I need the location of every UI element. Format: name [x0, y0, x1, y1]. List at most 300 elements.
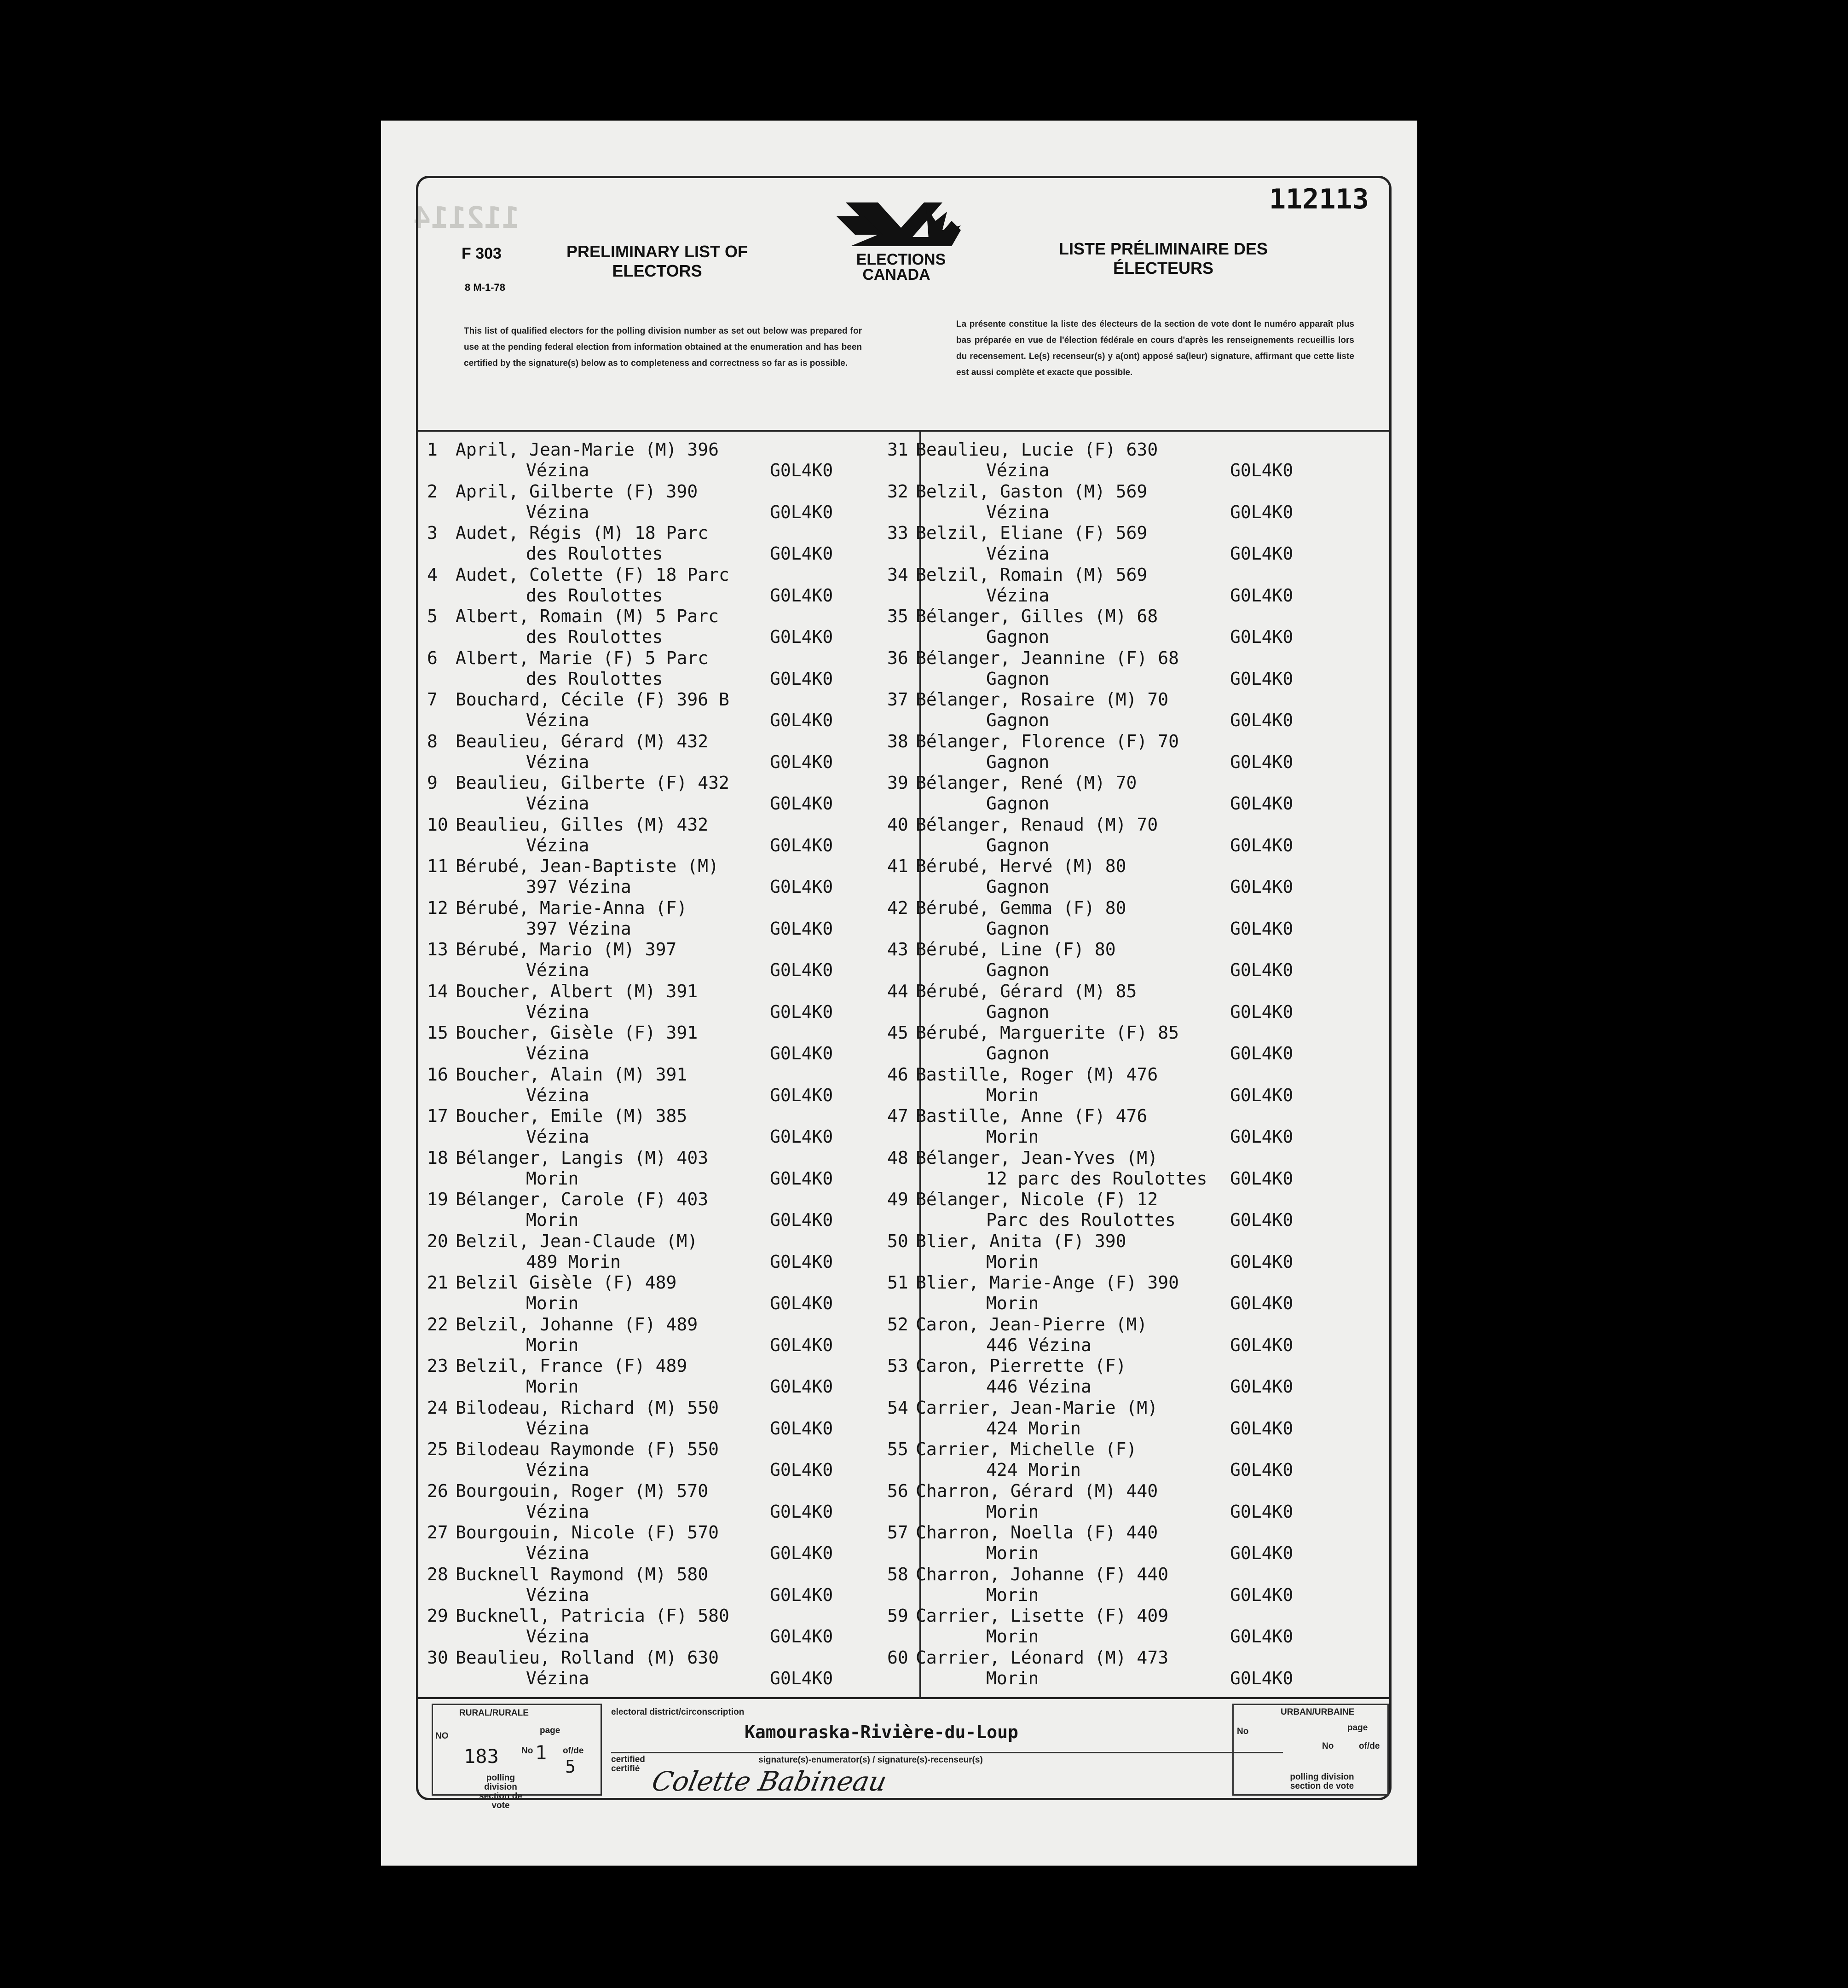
elector-postal-code: G0L4K0 — [770, 585, 833, 606]
elector-address-line: Vézina — [526, 502, 589, 522]
elector-postal-code: G0L4K0 — [770, 1460, 833, 1480]
elector-name-line: Boucher, Emile (M) 385 — [456, 1106, 687, 1126]
elector-address-line: Vézina — [986, 460, 1050, 480]
district-label: electoral district/circonscription — [611, 1707, 745, 1717]
elector-postal-code: G0L4K0 — [770, 543, 833, 564]
elector-address-line: Morin — [526, 1293, 579, 1313]
elector-entry — [887, 1106, 1347, 1147]
elector-name-line: Belzil, Gaston (M) 569 — [916, 481, 1148, 502]
elector-address-line: Gagnon — [986, 918, 1050, 939]
elector-number: 35 — [887, 606, 908, 626]
elector-entry — [887, 1189, 1347, 1231]
elector-name-line: Bourgouin, Roger (M) 570 — [456, 1480, 709, 1501]
elector-name-line: Bérubé, Gemma (F) 80 — [916, 897, 1126, 918]
elector-entry — [887, 1064, 1347, 1106]
elector-postal-code: G0L4K0 — [1230, 1251, 1294, 1272]
elector-entry — [427, 1564, 887, 1606]
elector-number: 53 — [887, 1356, 908, 1376]
elector-name-line: Bastille, Roger (M) 476 — [916, 1064, 1158, 1085]
elector-number: 31 — [887, 439, 908, 460]
elector-number: 42 — [887, 897, 908, 918]
elector-name-line: Bilodeau Raymonde (F) 550 — [456, 1439, 719, 1459]
elector-name-line: Albert, Romain (M) 5 Parc — [456, 606, 719, 626]
elector-name-line: Charron, Noella (F) 440 — [916, 1522, 1158, 1543]
elector-postal-code: G0L4K0 — [1230, 1626, 1294, 1647]
elector-number: 55 — [887, 1439, 908, 1459]
elector-entry — [887, 1398, 1347, 1439]
elector-address-line: Vézina — [526, 1043, 589, 1063]
elector-address-line: Vézina — [526, 960, 589, 980]
elector-entry — [887, 606, 1347, 647]
elector-number: 14 — [427, 981, 448, 1001]
elector-number: 24 — [427, 1397, 448, 1418]
elector-address-line: Morin — [986, 1501, 1039, 1522]
elector-address-line: Vézina — [526, 835, 589, 855]
elector-number: 18 — [427, 1147, 448, 1168]
elector-postal-code: G0L4K0 — [770, 668, 833, 689]
document-sheet — [381, 121, 1417, 1866]
elector-number: 19 — [427, 1189, 448, 1209]
elector-address-line: 446 Vézina — [986, 1335, 1091, 1355]
elector-address-line: 424 Morin — [986, 1460, 1081, 1480]
elector-entry — [427, 1023, 887, 1064]
elector-name-line: Belzil Gisèle (F) 489 — [456, 1272, 677, 1293]
elector-postal-code: G0L4K0 — [770, 835, 833, 855]
elector-postal-code: G0L4K0 — [770, 1626, 833, 1647]
elector-entry — [427, 1189, 887, 1231]
elector-entry — [427, 815, 887, 856]
of-label: of/de — [563, 1746, 584, 1756]
page-total: 5 — [565, 1757, 576, 1777]
elector-entry — [887, 648, 1347, 689]
elector-address-line: Gagnon — [986, 1001, 1050, 1022]
elector-number: 34 — [887, 564, 908, 585]
elector-address-line: Vézina — [526, 1418, 589, 1439]
elector-entry — [427, 939, 887, 981]
elector-address-line: Vézina — [526, 751, 589, 772]
elector-postal-code: G0L4K0 — [770, 1543, 833, 1563]
elector-entry — [887, 981, 1347, 1023]
elector-number: 39 — [887, 773, 908, 793]
elector-number: 12 — [427, 897, 448, 918]
elector-address-line: Morin — [986, 1251, 1039, 1272]
elector-address-line: 12 parc des Roulottes — [986, 1168, 1207, 1189]
elector-name-line: Bastille, Anne (F) 476 — [916, 1106, 1148, 1126]
elector-entry — [427, 1481, 887, 1522]
elector-entry — [427, 981, 887, 1023]
elector-address-line: Morin — [526, 1376, 579, 1397]
elector-postal-code: G0L4K0 — [1230, 960, 1294, 980]
elector-address-line: Morin — [986, 1584, 1039, 1605]
elector-name-line: April, Jean-Marie (M) 396 — [456, 439, 719, 460]
elector-postal-code: G0L4K0 — [1230, 918, 1294, 939]
elector-postal-code: G0L4K0 — [770, 710, 833, 730]
elector-postal-code: G0L4K0 — [1230, 1584, 1294, 1605]
elector-address-line: 424 Morin — [986, 1418, 1081, 1439]
signature-label: signature(s)-enumerator(s) / signature(s)-recenseur(s) — [758, 1755, 983, 1765]
elector-name-line: Bérubé, Marie-Anna (F) — [456, 897, 687, 918]
elector-postal-code: G0L4K0 — [1230, 1085, 1294, 1105]
elector-number: 8 — [427, 731, 438, 751]
elector-number: 9 — [427, 773, 438, 793]
elector-number: 29 — [427, 1606, 448, 1626]
elector-name-line: Beaulieu, Gilberte (F) 432 — [456, 773, 729, 793]
elector-number: 45 — [887, 1023, 908, 1043]
mirror-number: 112114 — [413, 201, 520, 235]
page-label: page — [540, 1726, 560, 1735]
elector-address-line: Morin — [986, 1127, 1039, 1147]
elector-entry — [887, 439, 1347, 481]
elector-entry — [887, 1148, 1347, 1189]
elector-postal-code: G0L4K0 — [770, 1210, 833, 1230]
elector-entry — [427, 731, 887, 773]
elector-name-line: Caron, Jean-Pierre (M) — [916, 1314, 1148, 1335]
elector-address-line: Gagnon — [986, 751, 1050, 772]
elector-address-line: Vézina — [526, 1584, 589, 1605]
title-french: LISTE PRÉLIMINAIRE DES ÉLECTEURS — [1058, 239, 1268, 277]
elector-entry — [427, 1439, 887, 1480]
elector-address-line: des Roulottes — [526, 543, 663, 564]
elector-entry — [427, 523, 887, 564]
elector-entry — [887, 1606, 1347, 1647]
elector-address-line: Gagnon — [986, 1043, 1050, 1063]
elector-entry — [427, 1314, 887, 1356]
elector-number: 13 — [427, 939, 448, 959]
elector-name-line: Charron, Gérard (M) 440 — [916, 1480, 1158, 1501]
elector-name-line: April, Gilberte (F) 390 — [456, 481, 698, 502]
elector-postal-code: G0L4K0 — [1230, 627, 1294, 647]
elector-name-line: Carrier, Léonard (M) 473 — [916, 1647, 1169, 1668]
elector-entry — [887, 1647, 1347, 1689]
elector-entry — [427, 481, 887, 523]
elector-address-line: 489 Morin — [526, 1251, 621, 1272]
elector-address-line: des Roulottes — [526, 627, 663, 647]
elector-postal-code: G0L4K0 — [1230, 543, 1294, 564]
elector-postal-code: G0L4K0 — [1230, 502, 1294, 522]
elector-name-line: Belzil, Johanne (F) 489 — [456, 1314, 698, 1335]
elector-number: 33 — [887, 523, 908, 543]
elector-entry — [427, 606, 887, 647]
elector-postal-code: G0L4K0 — [770, 627, 833, 647]
elector-entry — [427, 1398, 887, 1439]
elector-entry — [887, 1356, 1347, 1397]
elector-number: 26 — [427, 1480, 448, 1501]
elector-address-line: Morin — [526, 1335, 579, 1355]
elector-entry — [427, 1522, 887, 1564]
elector-postal-code: G0L4K0 — [770, 1293, 833, 1313]
polling-division-number: 183 — [464, 1745, 499, 1768]
elector-entry — [427, 1606, 887, 1647]
elector-name-line: Caron, Pierrette (F) — [916, 1356, 1126, 1376]
elector-address-line: Vézina — [526, 460, 589, 480]
elector-name-line: Beaulieu, Gérard (M) 432 — [456, 731, 709, 751]
elector-name-line: Boucher, Albert (M) 391 — [456, 981, 698, 1001]
rural-label: RURAL/RURALE — [459, 1708, 529, 1718]
elector-address-line: Vézina — [986, 502, 1050, 522]
elector-entry — [887, 1481, 1347, 1522]
elector-name-line: Bérubé, Gérard (M) 85 — [916, 981, 1137, 1001]
elector-postal-code: G0L4K0 — [1230, 585, 1294, 606]
form-code: F 303 — [462, 245, 502, 262]
elector-name-line: Carrier, Michelle (F) — [916, 1439, 1137, 1459]
elector-entry — [427, 648, 887, 689]
list-top-rule — [418, 430, 1389, 432]
elector-number: 3 — [427, 523, 438, 543]
elector-entry — [427, 1148, 887, 1189]
urban-polling-label: polling division section de vote — [1290, 1772, 1354, 1791]
elector-entry — [887, 939, 1347, 981]
title-english: PRELIMINARY LIST OF ELECTORS — [566, 242, 748, 280]
elector-address-line: Morin — [526, 1168, 579, 1189]
elector-postal-code: G0L4K0 — [770, 1127, 833, 1147]
elector-name-line: Beaulieu, Lucie (F) 630 — [916, 439, 1158, 460]
elector-entry — [887, 565, 1347, 606]
elector-postal-code: G0L4K0 — [770, 1251, 833, 1272]
elector-address-line: Gagnon — [986, 793, 1050, 814]
elector-address-line: Vézina — [526, 710, 589, 730]
elector-entry — [427, 1356, 887, 1397]
elector-address-line: Vézina — [526, 1668, 589, 1688]
elector-address-line: 397 Vézina — [526, 877, 631, 897]
elector-postal-code: G0L4K0 — [1230, 1043, 1294, 1063]
elector-name-line: Bélanger, Jeannine (F) 68 — [916, 647, 1179, 668]
elector-address-line: Gagnon — [986, 668, 1050, 689]
elector-name-line: Bélanger, Jean-Yves (M) — [916, 1147, 1158, 1168]
elector-address-line: 446 Vézina — [986, 1376, 1091, 1397]
elector-name-line: Belzil, Jean-Claude (M) — [456, 1231, 698, 1251]
elector-entry — [887, 481, 1347, 523]
elector-address-line: Morin — [986, 1085, 1039, 1105]
elector-number: 58 — [887, 1564, 908, 1584]
elector-postal-code: G0L4K0 — [1230, 1127, 1294, 1147]
elector-number: 49 — [887, 1189, 908, 1209]
elector-address-line: Gagnon — [986, 960, 1050, 980]
elector-postal-code: G0L4K0 — [770, 1418, 833, 1439]
elector-name-line: Audet, Régis (M) 18 Parc — [456, 523, 709, 543]
elections-canada-logo — [837, 202, 965, 283]
elector-entry — [427, 1231, 887, 1272]
elector-name-line: Bérubé, Line (F) 80 — [916, 939, 1116, 959]
urban-label: URBAN/URBAINE — [1281, 1707, 1355, 1717]
footer-top-rule — [418, 1697, 1389, 1699]
elector-name-line: Charron, Johanne (F) 440 — [916, 1564, 1169, 1584]
elector-number: 5 — [427, 606, 438, 626]
elector-postal-code: G0L4K0 — [1230, 751, 1294, 772]
elector-address-line: Vézina — [526, 1001, 589, 1022]
elector-postal-code: G0L4K0 — [1230, 877, 1294, 897]
elector-number: 17 — [427, 1106, 448, 1126]
elector-postal-code: G0L4K0 — [1230, 1168, 1294, 1189]
logo-wordmark-elections: ELECTIONS — [856, 251, 946, 268]
elector-number: 28 — [427, 1564, 448, 1584]
elector-postal-code: G0L4K0 — [1230, 1001, 1294, 1022]
elector-name-line: Bérubé, Mario (M) 397 — [456, 939, 677, 959]
elector-entry — [887, 1023, 1347, 1064]
elector-address-line: Gagnon — [986, 835, 1050, 855]
elector-postal-code: G0L4K0 — [770, 1376, 833, 1397]
elector-name-line: Carrier, Lisette (F) 409 — [916, 1606, 1169, 1626]
elector-address-line: Vézina — [526, 1501, 589, 1522]
elector-number: 47 — [887, 1106, 908, 1126]
elector-postal-code: G0L4K0 — [770, 1001, 833, 1022]
elector-name-line: Audet, Colette (F) 18 Parc — [456, 564, 729, 585]
elector-name-line: Albert, Marie (F) 5 Parc — [456, 647, 709, 668]
elector-number: 20 — [427, 1231, 448, 1251]
elector-postal-code: G0L4K0 — [1230, 835, 1294, 855]
elector-postal-code: G0L4K0 — [770, 1043, 833, 1063]
elector-entry — [887, 1314, 1347, 1356]
elector-name-line: Bélanger, Langis (M) 403 — [456, 1147, 709, 1168]
elector-name-line: Bilodeau, Richard (M) 550 — [456, 1397, 719, 1418]
elector-postal-code: G0L4K0 — [1230, 1668, 1294, 1688]
intro-english: This list of qualified electors for the polling division number as set out below was prepared for use at the pending federal election from information obtained at the enumeration and has been certified by the signature(s) below as to completeness and correctness so far as is possible. — [464, 326, 862, 368]
elector-name-line: Bucknell, Patricia (F) 580 — [456, 1606, 729, 1626]
elector-address-line: Vézina — [526, 1127, 589, 1147]
elector-entry — [427, 898, 887, 939]
district-name: Kamouraska-Rivière-du-Loup — [745, 1722, 1018, 1742]
elector-number: 22 — [427, 1314, 448, 1335]
elector-address-line: Vézina — [526, 1626, 589, 1647]
certified-label: certified certifié — [611, 1755, 645, 1774]
elector-number: 41 — [887, 856, 908, 876]
elector-name-line: Bélanger, Nicole (F) 12 — [916, 1189, 1158, 1209]
elector-name-line: Bélanger, René (M) 70 — [916, 773, 1137, 793]
elector-name-line: Blier, Anita (F) 390 — [916, 1231, 1126, 1251]
elector-postal-code: G0L4K0 — [1230, 793, 1294, 814]
elector-name-line: Blier, Marie-Ange (F) 390 — [916, 1272, 1179, 1293]
elector-number: 40 — [887, 814, 908, 835]
form-date: 8 M-1-78 — [465, 282, 506, 293]
elector-postal-code: G0L4K0 — [1230, 1460, 1294, 1480]
elector-postal-code: G0L4K0 — [770, 460, 833, 480]
elector-number: 27 — [427, 1522, 448, 1543]
elector-address-line: Morin — [986, 1543, 1039, 1563]
elector-name-line: Beaulieu, Gilles (M) 432 — [456, 814, 709, 835]
rural-polling-label: polling division section de vote — [479, 1773, 522, 1810]
elector-postal-code: G0L4K0 — [770, 751, 833, 772]
elector-number: 51 — [887, 1272, 908, 1293]
page-no-label: No — [521, 1746, 533, 1756]
elector-address-line: Morin — [986, 1626, 1039, 1647]
elector-name-line: Bélanger, Renaud (M) 70 — [916, 814, 1158, 835]
elector-postal-code: G0L4K0 — [1230, 1210, 1294, 1230]
elector-postal-code: G0L4K0 — [770, 877, 833, 897]
elector-address-line: Vézina — [526, 1085, 589, 1105]
elector-address-line: 397 Vézina — [526, 918, 631, 939]
elector-number: 30 — [427, 1647, 448, 1668]
elector-postal-code: G0L4K0 — [1230, 1293, 1294, 1313]
elector-postal-code: G0L4K0 — [770, 793, 833, 814]
elector-entry — [887, 523, 1347, 564]
elector-address-line: Morin — [526, 1210, 579, 1230]
elector-address-line: Vézina — [526, 793, 589, 814]
elector-address-line: Vézina — [526, 1543, 589, 1563]
signature-line — [611, 1752, 1283, 1753]
rural-no-label: NO — [435, 1731, 449, 1741]
elector-name-line: Bélanger, Rosaire (M) 70 — [916, 689, 1169, 710]
elector-number: 23 — [427, 1356, 448, 1376]
elector-address-line: Gagnon — [986, 627, 1050, 647]
elector-name-line: Beaulieu, Rolland (M) 630 — [456, 1647, 719, 1668]
stamp-number: 112113 — [1269, 183, 1369, 215]
elector-postal-code: G0L4K0 — [770, 960, 833, 980]
elector-postal-code: G0L4K0 — [770, 502, 833, 522]
elector-postal-code: G0L4K0 — [770, 1501, 833, 1522]
page-number: 1 — [535, 1741, 547, 1764]
urban-page-no-label: No — [1322, 1741, 1334, 1751]
elector-address-line: Parc des Roulottes — [986, 1210, 1176, 1230]
elector-address-line: Morin — [986, 1668, 1039, 1688]
elector-postal-code: G0L4K0 — [770, 1668, 833, 1688]
elector-entry — [887, 1231, 1347, 1272]
urban-of-label: of/de — [1359, 1741, 1380, 1751]
elector-entry — [427, 1272, 887, 1314]
elector-entry — [427, 856, 887, 897]
elector-name-line: Bourgouin, Nicole (F) 570 — [456, 1522, 719, 1543]
elector-postal-code: G0L4K0 — [770, 1168, 833, 1189]
elector-entry — [887, 1439, 1347, 1480]
elector-name-line: Bélanger, Florence (F) 70 — [916, 731, 1179, 751]
elector-number: 1 — [427, 439, 438, 460]
elector-entry — [887, 856, 1347, 897]
elector-name-line: Carrier, Jean-Marie (M) — [916, 1397, 1158, 1418]
elector-number: 32 — [887, 481, 908, 502]
elector-name-line: Belzil, France (F) 489 — [456, 1356, 687, 1376]
urban-no-label: No — [1237, 1727, 1249, 1736]
elector-entry — [427, 439, 887, 481]
elector-list — [381, 439, 1417, 1696]
elector-postal-code: G0L4K0 — [770, 1085, 833, 1105]
elector-entry — [427, 565, 887, 606]
elector-name-line: Bucknell Raymond (M) 580 — [456, 1564, 709, 1584]
elector-postal-code: G0L4K0 — [770, 918, 833, 939]
elector-name-line: Bérubé, Marguerite (F) 85 — [916, 1023, 1179, 1043]
elector-number: 10 — [427, 814, 448, 835]
elector-name-line: Boucher, Alain (M) 391 — [456, 1064, 687, 1085]
elector-number: 4 — [427, 564, 438, 585]
elector-address-line: Vézina — [526, 1460, 589, 1480]
elector-entry — [887, 1522, 1347, 1564]
elector-entry — [427, 689, 887, 731]
elector-number: 46 — [887, 1064, 908, 1085]
elector-postal-code: G0L4K0 — [1230, 1543, 1294, 1563]
logo-wordmark-canada: CANADA — [862, 266, 930, 283]
elector-number: 59 — [887, 1606, 908, 1626]
elector-postal-code: G0L4K0 — [1230, 1501, 1294, 1522]
handwritten-signature: Colette Babineau — [649, 1766, 890, 1797]
elector-number: 2 — [427, 481, 438, 502]
elector-number: 36 — [887, 647, 908, 668]
elector-postal-code: G0L4K0 — [1230, 1335, 1294, 1355]
elector-entry — [427, 1106, 887, 1147]
elector-postal-code: G0L4K0 — [770, 1335, 833, 1355]
elector-number: 21 — [427, 1272, 448, 1293]
elector-address-line: des Roulottes — [526, 585, 663, 606]
elector-address-line: Vézina — [986, 543, 1050, 564]
elector-number: 15 — [427, 1023, 448, 1043]
elector-address-line: des Roulottes — [526, 668, 663, 689]
elector-address-line: Gagnon — [986, 710, 1050, 730]
elector-number: 38 — [887, 731, 908, 751]
elector-number: 16 — [427, 1064, 448, 1085]
elector-name-line: Bélanger, Carole (F) 403 — [456, 1189, 709, 1209]
elector-number: 60 — [887, 1647, 908, 1668]
elector-name-line: Belzil, Romain (M) 569 — [916, 564, 1148, 585]
elector-number: 44 — [887, 981, 908, 1001]
elector-postal-code: G0L4K0 — [1230, 1376, 1294, 1397]
elector-entry — [427, 1064, 887, 1106]
elector-name-line: Boucher, Gisèle (F) 391 — [456, 1023, 698, 1043]
